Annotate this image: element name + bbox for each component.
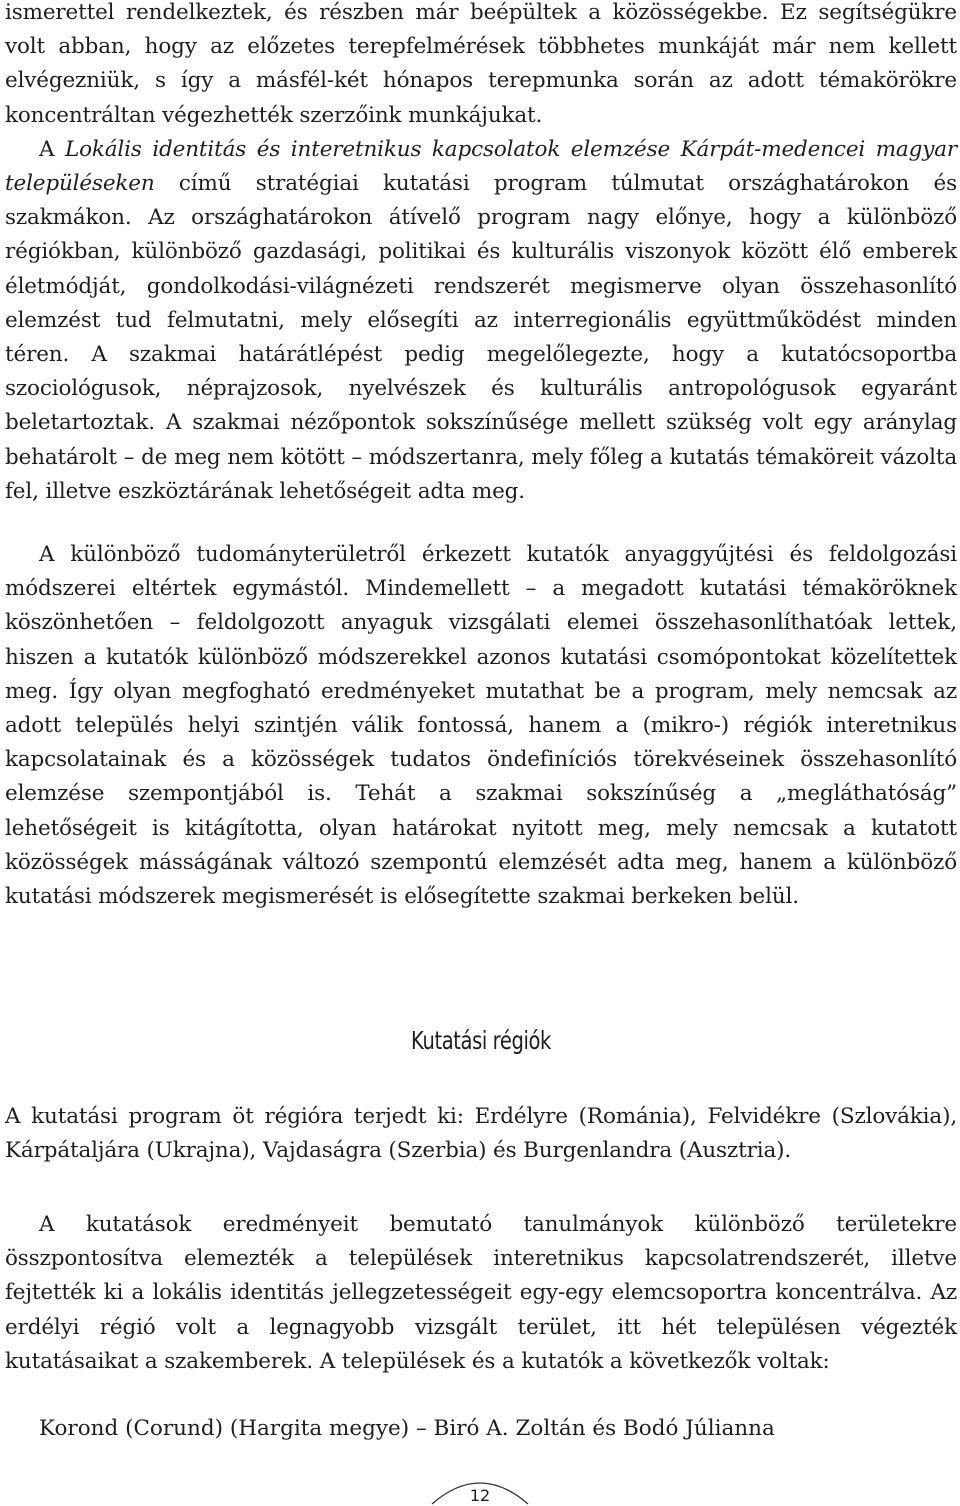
paragraph-text: A xyxy=(39,136,65,162)
body-paragraph-2: A különböző tudományterületről érkezett kutatók anyaggyűjtési és feldolgozási módszerei eltértek egymástól. Mindemellett – a megadott kutatási témaköröknek köszönhetően – feldolgozott anyaguk vizsgálati elemei összehasonlíthatóak lettek, hiszen a kutatók különböző módszerekkel azonos kutatási csomópontokat közelítettek meg. Így olyan megfogható eredményeket mutathat be a program, mely nemcsak az adott település helyi szintjén válik fontossá, hanem a (mikro-) régiók interetnikus kapcsolatainak és a közösségek tudatos öndefiníciós törekvéseinek összehasonlító elemzése szempontjából is. Tehát a szakmai sokszínűség a „megláthatóság” lehetőségeit is kitágította, olyan határokat nyitott meg, mely nemcsak a kutatott közösségek másságának változó szempontú elemzését adta meg, hanem a különböző kutatási módszerek megismerését is elősegítette szakmai berkeken belül. xyxy=(5,542,957,910)
paragraph-text: című stratégiai kutatási program túlmutat országhatárokon és szakmákon. Az országhatárokon átívelő program nagy előnye, hogy a különböző régiókban, különböző gazdasági, politikai és kulturális viszonyok között élő emberek életmódját, gondolkodási-világnézeti rendszerét megismerve olyan összehasonlító elemzést tud felmutatni, mely elősegíti az interregionális együttműködést minden téren. A szakmai határátlépést pedig megelőlegezte, hogy a kutatócsoportba szociológusok, néprajzosok, nyelvészek és kulturális antropológusok egyaránt beletartoztak. A szakmai nézőpontok sokszínűsége mellett szükség volt egy aránylag behatárolt – de meg nem kötött – módszertanra, mely főleg a kutatás témaköreit vázolta fel, illetve eszköztárának lehetőségeit adta meg. xyxy=(5,171,957,504)
program-title-italic: Lokális identitás és interetnikus kapcsolatok elemzése Kárpát-medencei magyar településeken xyxy=(5,136,958,197)
body-paragraph-4: A kutatások eredményeit bemutató tanulmányok különböző területekre összpontosítva elemezték a települések interetnikus kapcsolatrendszerét, illetve fejtették ki a lokális identitás jellegzetességeit egy-egy elemcsoportra koncentrálva. Az erdélyi régió volt a legnagyobb vizsgált terület, itt hét településen végezték kutatásaikat a szakemberek. A települések és a kutatók a következők voltak: xyxy=(5,1212,957,1374)
list-item-korond: Korond (Corund) (Hargita megye) – Biró A. Zoltán és Bodó Júlianna xyxy=(39,1416,775,1441)
section-heading: Kutatási régiók xyxy=(411,1026,551,1055)
page-number: 12 xyxy=(469,1486,491,1505)
body-paragraph-3: A kutatási program öt régióra terjedt ki: Erdélyre (Románia), Felvidékre (Szlovákia), Kárpátaljára (Ukrajna), Vajdaságra (Szerbia) és Burgenlandra (Ausztria). xyxy=(5,1104,957,1164)
page-footer xyxy=(0,1466,960,1506)
paragraph-text: ismerettel rendelkeztek, és részben már beépültek a közösségekbe. Ez segítségükre volt abban, hogy az előzetes terepfelmérések többhetes munkáját már nem kellett elvégezniük, s így a másfél-két hónapos terepmunka során az adott témakörökre koncentráltan végezhették szerzőink munkájukat. xyxy=(5,0,957,128)
body-paragraph-1 xyxy=(5,0,957,509)
